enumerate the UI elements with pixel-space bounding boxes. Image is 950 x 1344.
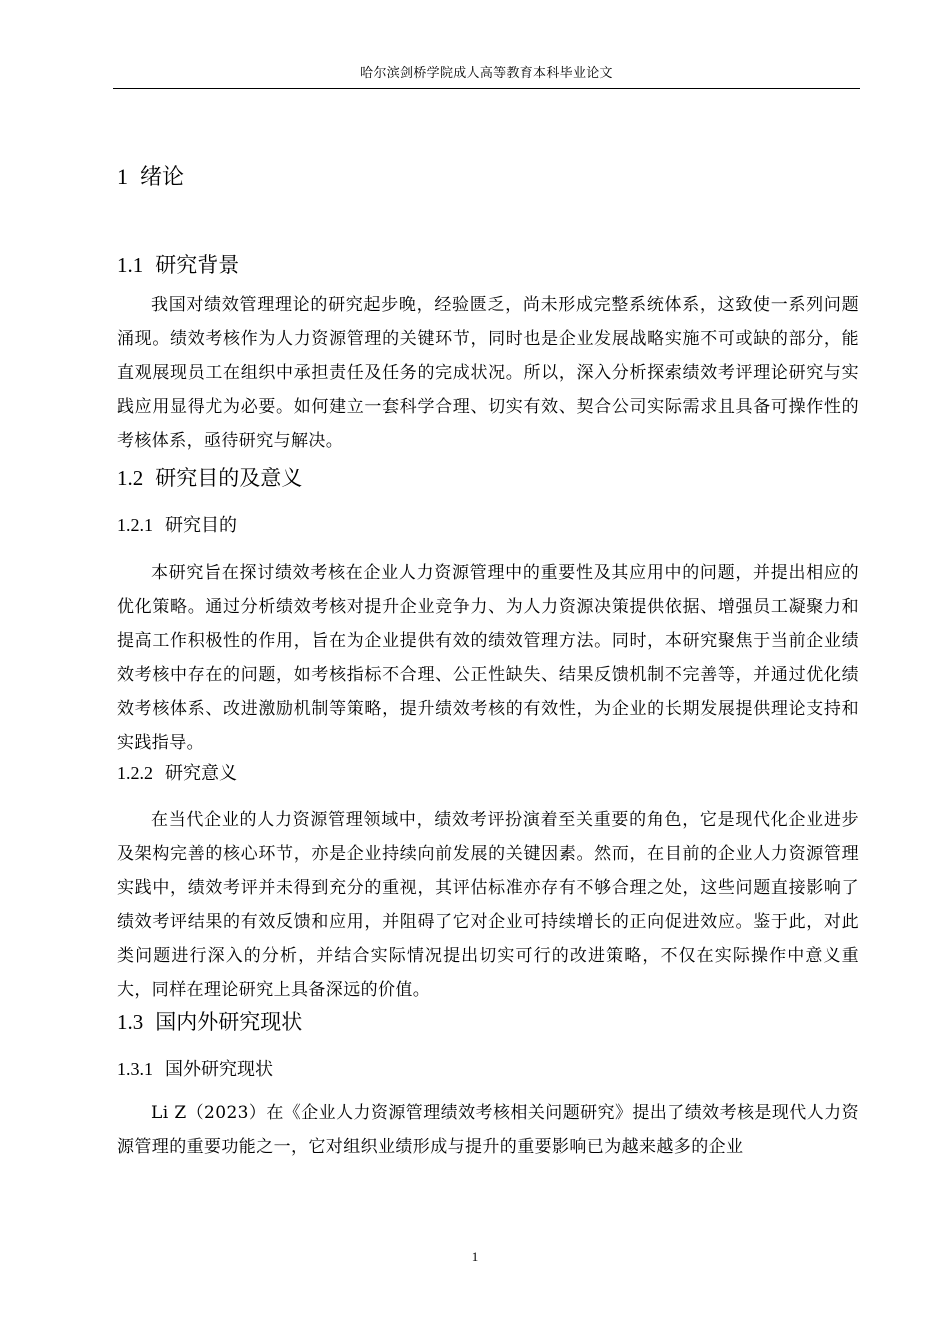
subsection-title: 研究意义 — [165, 763, 237, 784]
section-heading-1-1 — [117, 251, 239, 279]
subsection-number: 1.2.2 — [117, 763, 153, 783]
chapter-heading — [117, 163, 184, 192]
section-number: 1.2 — [117, 466, 144, 490]
subsection-heading-1-2-1 — [117, 512, 237, 539]
chapter-number: 1 — [117, 164, 128, 189]
paragraph-research-background: 我国对绩效管理理论的研究起步晚，经验匮乏，尚未形成完整系统体系，这致使一系列问题涌现。绩效考核作为人力资源管理的关键环节，同时也是企业发展战略实施不可或缺的部分，能直观展现员工在组织中承担责任及任务的完成状况。所以，深入分析探索绩效考评理论研究与实践应用显得尤为必要。如何建立一套科学合理、切实有效、契合公司实际需求且具备可操作性的考核体系，亟待研究与解决。 — [117, 295, 859, 451]
section-title: 研究背景 — [155, 253, 240, 277]
header-title: 哈尔滨剑桥学院成人高等教育本科毕业论文 — [360, 66, 613, 81]
subsection-title: 国外研究现状 — [165, 1059, 273, 1080]
chapter-title: 绪论 — [140, 165, 185, 190]
section-heading-1-3 — [117, 1008, 302, 1036]
subsection-heading-1-3-1 — [117, 1056, 273, 1083]
subsection-title: 研究目的 — [165, 515, 237, 536]
section-title: 研究目的及意义 — [155, 466, 303, 490]
section-title: 国内外研究现状 — [155, 1010, 303, 1034]
paragraph-foreign-research: Li Z（2023）在《企业人力资源管理绩效考核相关问题研究》提出了绩效考核是现代人力资源管理的重要功能之一，它对组织业绩形成与提升的重要影响已为越来越多的企业 — [117, 1103, 859, 1157]
section-number: 1.3 — [117, 1010, 144, 1034]
page-number: 1 — [471, 1249, 479, 1264]
subsection-heading-1-2-2 — [117, 760, 237, 787]
header-rule — [113, 88, 860, 89]
subsection-number: 1.2.1 — [117, 515, 153, 535]
paragraph-research-significance: 在当代企业的人力资源管理领域中，绩效考评扮演着至关重要的角色，它是现代化企业进步及架构完善的核心环节，亦是企业持续向前发展的关键因素。然而，在目前的企业人力资源管理实践中，绩效考评并未得到充分的重视，其评估标准亦存有不够合理之处，这些问题直接影响了绩效考评结果的有效反馈和应用，并阻碍了它对企业可持续增长的正向促进效应。鉴于此，对此类问题进行深入的分析，并结合实际情况提出切实可行的改进策略，不仅在实际操作中意义重大，同样在理论研究上具备深远的价值。 — [117, 810, 859, 1000]
paragraph-research-purpose: 本研究旨在探讨绩效考核在企业人力资源管理中的重要性及其应用中的问题，并提出相应的优化策略。通过分析绩效考核对提升企业竞争力、为人力资源决策提供依据、增强员工凝聚力和提高工作积极性的作用，旨在为企业提供有效的绩效管理方法。同时，本研究聚焦于当前企业绩效考核中存在的问题，如考核指标不合理、公正性缺失、结果反馈机制不完善等，并通过优化绩效考核体系、改进激励机制等策略，提升绩效考核的有效性，为企业的长期发展提供理论支持和实践指导。 — [117, 563, 859, 753]
section-heading-1-2 — [117, 464, 302, 492]
subsection-number: 1.3.1 — [117, 1059, 153, 1079]
section-number: 1.1 — [117, 253, 144, 277]
page-header — [113, 64, 860, 84]
